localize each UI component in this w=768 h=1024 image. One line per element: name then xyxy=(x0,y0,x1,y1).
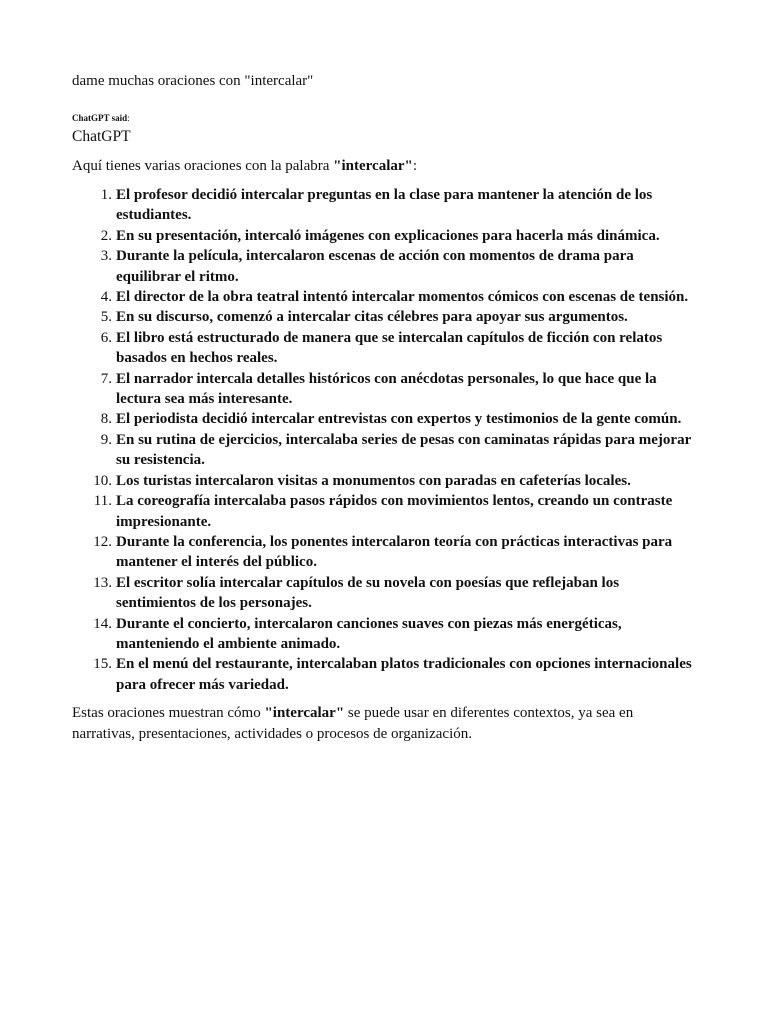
list-item-number: 12. xyxy=(93,533,112,550)
list-item-text: En su discurso, comenzó a intercalar citas célebres para apoyar sus argumentos. xyxy=(116,309,628,326)
sentence-list xyxy=(72,185,696,695)
outro-text-end: se puede usar en diferentes contextos, ya sea en narrativas, presentaciones, actividades o procesos de organización. xyxy=(72,705,634,742)
list-item xyxy=(72,532,696,573)
list-item xyxy=(72,430,696,471)
list-item-text: El periodista decidió intercalar entrevistas con expertos y testimonios de la gente común. xyxy=(116,411,682,428)
list-item-number: 10. xyxy=(93,472,112,489)
list-item-text: La coreografía intercalaba pasos rápidos con movimientos lentos, creando un contraste impresionante. xyxy=(116,493,673,530)
list-item-text: Durante el concierto, intercalaron canciones suaves con piezas más energéticas, manteniendo el ambiente animado. xyxy=(116,615,622,652)
list-item-text: Durante la película, intercalaron escenas de acción con momentos de drama para equilibrar el ritmo. xyxy=(116,248,634,285)
list-item-text: El libro está estructurado de manera que se intercalan capítulos de ficción con relatos basados en hechos reales. xyxy=(116,329,663,367)
list-item xyxy=(72,471,696,491)
outro-paragraph xyxy=(72,703,672,744)
said-label-text: ChatGPT said xyxy=(72,113,128,123)
list-item-number: 14. xyxy=(93,615,112,632)
list-item xyxy=(72,573,696,614)
assistant-name: ChatGPT xyxy=(72,128,131,145)
list-item-text: En su presentación, intercaló imágenes con explicaciones para hacerla más dinámica. xyxy=(116,227,660,244)
said-label-colon: : xyxy=(127,113,130,123)
list-item-text: En el menú del restaurante, intercalaban platos tradicionales con opciones internacionales para ofrecer más variedad. xyxy=(116,656,692,693)
list-item xyxy=(72,328,696,369)
list-item xyxy=(72,614,696,655)
outro-keyword: "intercalar" xyxy=(264,705,345,722)
list-item-number: 15. xyxy=(93,656,112,673)
list-item-number: 6. xyxy=(100,329,112,346)
list-item xyxy=(72,369,696,410)
list-item-number: 2. xyxy=(100,227,112,244)
list-item-text: Durante la conferencia, los ponentes intercalaron teoría con prácticas interactivas para mantener el interés del público. xyxy=(116,533,673,571)
list-item xyxy=(72,226,696,246)
list-item-number: 9. xyxy=(100,431,112,448)
assistant-said-label xyxy=(72,112,696,124)
list-item-text: El profesor decidió intercalar preguntas en la clase para mantener la atención de los estudiantes. xyxy=(116,187,653,224)
intro-colon: : xyxy=(412,158,418,174)
list-item-number: 11. xyxy=(93,493,112,510)
list-item xyxy=(72,185,696,226)
user-message: dame muchas oraciones con "intercalar" xyxy=(72,73,314,89)
list-item-text: El escritor solía intercalar capítulos de su novela con poesías que reflejaban los sentimientos de los personajes. xyxy=(116,574,620,612)
list-item-number: 13. xyxy=(93,574,112,591)
intro-paragraph xyxy=(72,156,696,176)
list-item-text: Los turistas intercalaron visitas a monumentos con paradas en cafeterías locales. xyxy=(116,472,631,489)
intro-text: Aquí tienes varias oraciones con la palabra xyxy=(72,158,334,174)
list-item xyxy=(72,287,696,307)
list-item xyxy=(72,307,696,327)
list-item xyxy=(72,654,696,695)
outro-text-start: Estas oraciones muestran cómo xyxy=(72,705,265,722)
list-item-text: En su rutina de ejercicios, intercalaba series de pesas con caminatas rápidas para mejorar su resistencia. xyxy=(116,431,691,469)
list-item-text: El director de la obra teatral intentó intercalar momentos cómicos con escenas de tensión. xyxy=(116,289,689,306)
list-item xyxy=(72,409,696,429)
list-item-number: 1. xyxy=(100,187,112,203)
list-item-number: 3. xyxy=(100,248,112,265)
list-item-number: 4. xyxy=(100,289,112,306)
list-item xyxy=(72,246,696,287)
list-item-number: 7. xyxy=(100,370,112,387)
list-item-number: 5. xyxy=(100,309,112,326)
intro-keyword: "intercalar" xyxy=(333,158,413,174)
list-item-text: El narrador intercala detalles históricos con anécdotas personales, lo que hace que la lectura sea más interesante. xyxy=(116,370,657,408)
list-item xyxy=(72,491,696,532)
list-item-number: 8. xyxy=(100,411,112,428)
